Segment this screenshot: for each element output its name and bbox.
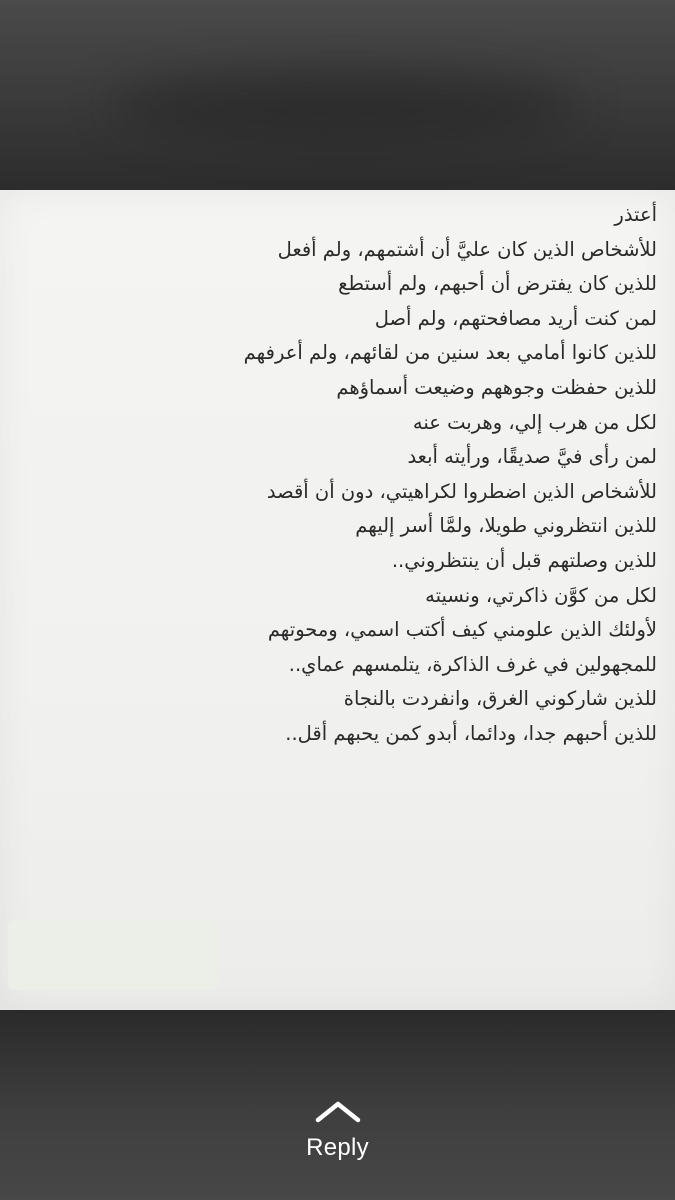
- poem-line: للأشخاص الذين كان عليَّ أن أشتمهم، ولم أفعل: [277, 237, 657, 261]
- poem-line: لمن رأى فيَّ صديقًا، ورأيته أبعد: [407, 445, 657, 469]
- poem-line: لأولئك الذين علومني كيف أكتب اسمي، ومحوتهم: [267, 618, 657, 642]
- poem-line: أعتذر: [614, 203, 657, 226]
- poem-line: لكل من هرب إلي، وهربت عنه: [412, 410, 657, 434]
- poem-line: للذين انتظروني طويلا، ولمَّا أسر إليهم: [355, 514, 657, 538]
- paper-smudge: [8, 920, 218, 990]
- poem-line: للذين شاركوني الغرق، وانفردت بالنجاة: [343, 687, 657, 711]
- poem-line: لمن كنت أريد مصافحتهم، ولم أصل: [374, 306, 657, 330]
- poem-line: للمجهولين في غرف الذاكرة، يتلمسهم عماي..: [288, 652, 657, 676]
- poem-line: لكل من كوَّن ذاكرتي، ونسيته: [425, 583, 657, 607]
- top-background: [0, 0, 675, 190]
- poem-line: للذين كان يفترض أن أحبهم، ولم أستطع: [338, 272, 657, 296]
- chevron-up-icon[interactable]: [314, 1098, 362, 1124]
- poem-text: [17, 198, 657, 752]
- blurred-shape: [110, 70, 580, 140]
- poem-line: للذين كانوا أمامي بعد سنين من لقائهم، ولم أعرفهم: [243, 341, 657, 365]
- poem-image: [0, 190, 675, 1010]
- poem-line: للذين أحبهم جدا، ودائما، أبدو كمن يحبهم أقل..: [285, 721, 657, 745]
- poem-line: للأشخاص الذين اضطروا لكراهيتي، دون أن أقصد: [266, 479, 657, 503]
- reply-button[interactable]: Reply: [306, 1134, 369, 1161]
- poem-line: للذين وصلتهم قبل أن ينتظروني..: [391, 548, 657, 572]
- poem-line: للذين حفظت وجوههم وضيعت أسماؤهم: [336, 375, 657, 399]
